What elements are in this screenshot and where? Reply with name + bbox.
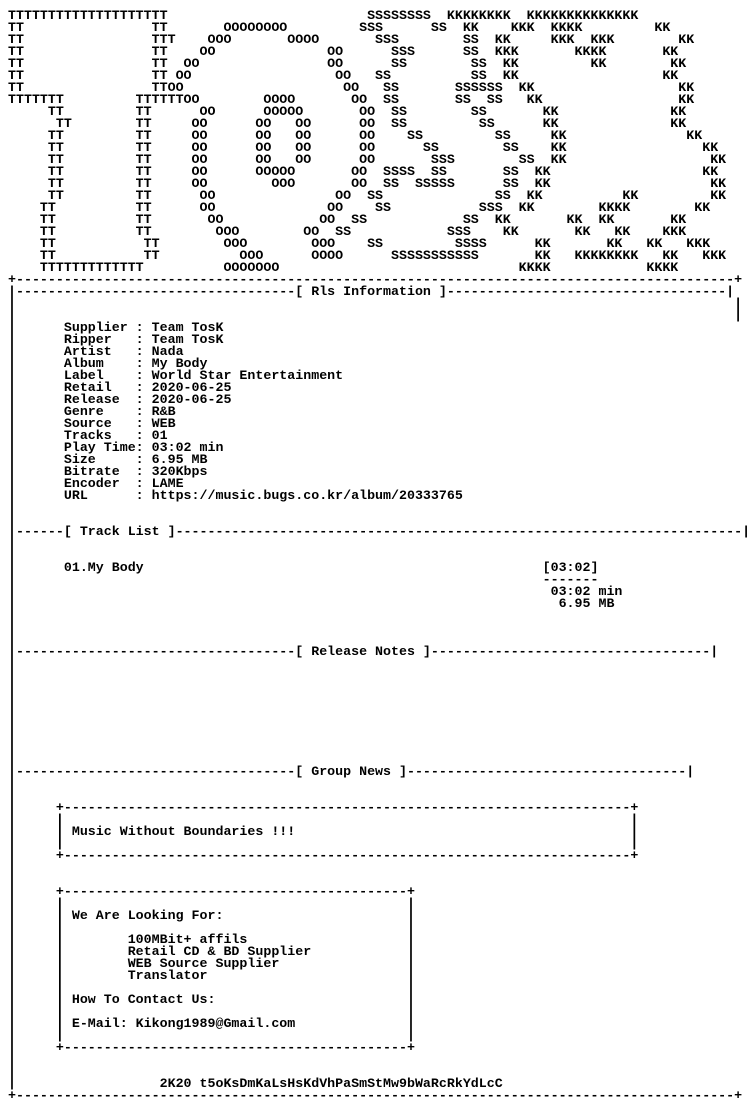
nfo-line: | <box>8 500 16 515</box>
nfo-line: TT TT OO OO SS SS KK KK KK <box>8 188 727 203</box>
nfo-line: | Ripper : Team TosK <box>8 332 224 347</box>
nfo-line: | <box>8 728 16 743</box>
nfo-line: | Source : WEB <box>8 416 176 431</box>
nfo-line: | Label : World Star Entertainment <box>8 368 344 383</box>
nfo-line: | <box>8 860 16 875</box>
nfo-line: | Size : 6.95 MB <box>8 452 208 467</box>
nfo-line: | URL : https://music.bugs.co.kr/album/20333765 <box>8 488 463 503</box>
nfo-line: | <box>8 704 16 719</box>
nfo-line: | | E-Mail: Kikong1989@Gmail.com | <box>8 1016 415 1031</box>
nfo-line: | <box>8 512 16 527</box>
nfo-line: | +-------------------------------------------+ <box>8 1040 415 1055</box>
nfo-line: TT TT OOOOOOOO SSS SS KK KKK KKKK KK <box>8 20 671 35</box>
nfo-line: TT TT OO OO SS SSS KK KKKK KK <box>8 200 711 215</box>
nfo-line: | | | <box>8 920 415 935</box>
nfo-line: TTTTTTTTTTTTT OOOOOOO KKKK KKKK <box>8 260 679 275</box>
nfo-line: |-----------------------------------[ Release Notes ]-----------------------------------| <box>8 644 719 659</box>
nfo-line: | | Translator | <box>8 968 415 983</box>
nfo-line: | <box>8 668 16 683</box>
nfo-line: +------------------------------------------------------------------------------------------+ <box>8 272 743 287</box>
nfo-line: |------[ Track List ]-----------------------------------------------------------------------| <box>8 524 750 539</box>
nfo-line: TT TT OO OOOOO OO SSSS SS SS KK KK <box>8 164 719 179</box>
nfo-line: TT TTT OOO OOOO SSS SS KK KKK KKK KK <box>8 32 695 47</box>
nfo-line: +------------------------------------------------------------------------------------------+ <box>8 1088 743 1103</box>
nfo-line: | <box>8 1064 16 1079</box>
nfo-line: | <box>8 872 16 887</box>
nfo-line: | | | <box>8 980 415 995</box>
nfo-line: | Retail : 2020-06-25 <box>8 380 232 395</box>
nfo-line: | Release : 2020-06-25 <box>8 392 232 407</box>
nfo-line: | | | <box>8 1028 415 1043</box>
nfo-line: TT TT OO OOO OO SS SSSSS SS KK KK <box>8 176 727 191</box>
nfo-line: | <box>8 680 16 695</box>
nfo-line: | <box>8 632 16 647</box>
nfo-line: TT TT OO OO SS SS KK KK <box>8 68 679 83</box>
nfo-line: | Artist : Nada <box>8 344 184 359</box>
nfo-line: | | | <box>8 812 639 827</box>
nfo-line: | Genre : R&B <box>8 404 176 419</box>
nfo-line: TT TT OO OO OO OO SSS SS KK KK <box>8 152 727 167</box>
nfo-line: | | | <box>8 1004 415 1019</box>
nfo-line: | Supplier : Team TosK <box>8 320 224 335</box>
nfo-line: | +-------------------------------------------+ <box>8 884 415 899</box>
nfo-line: TT TT OO OO SS SS KK KK KK <box>8 56 687 71</box>
nfo-line: TT TT OOO OOOO SSSSSSSSSSS KK KKKKKKKK KK KKK <box>8 248 727 263</box>
nfo-line: | <box>8 620 16 635</box>
nfo-line: | Tracks : 01 <box>8 428 168 443</box>
nfo-line: TT TT OO OO OO OO SS SS KK KK <box>8 140 719 155</box>
nfo-line: TT TT OO OO OO OO SS SS KK KK <box>8 116 687 131</box>
nfo-line: |-----------------------------------[ Group News ]-----------------------------------| <box>8 764 695 779</box>
nfo-line: | 03:02 min <box>8 584 623 599</box>
nfo-line: | <box>8 788 16 803</box>
nfo-line: TT TTOO OO SS SSSSSS KK KK <box>8 80 695 95</box>
nfo-line: | | Music Without Boundaries !!! | <box>8 824 639 839</box>
nfo-line: TT TT OO OO SSS SS KKK KKKK KK <box>8 44 679 59</box>
nfo-line: | ------- <box>8 572 599 587</box>
nfo-line: | 2K20 t5oKsDmKaLsHsKdVhPaSmStMw9bWaRcRkYdLcC <box>8 1076 503 1091</box>
nfo-line: TT TT OOO OOO SS SSSS KK KK KK KKK <box>8 236 711 251</box>
nfo-line: | | WEB Source Supplier | <box>8 956 415 971</box>
nfo-line: TT TT OOO OO SS SSS KK KK KK KKK <box>8 224 687 239</box>
nfo-line: | <box>8 752 16 767</box>
nfo-line: TT TT OO OO SS SS KK KK KK KK <box>8 212 687 227</box>
nfo-line: | Encoder : LAME <box>8 476 184 491</box>
nfo-line: | | <box>8 308 743 323</box>
nfo-line: | 6.95 MB <box>8 596 615 611</box>
nfo-line: | | Retail CD & BD Supplier | <box>8 944 415 959</box>
nfo-line: TT TT OO OO OO OO SS SS KK KK <box>8 128 703 143</box>
nfo-line: | +-----------------------------------------------------------------------+ <box>8 848 639 863</box>
nfo-line: | Bitrate : 320Kbps <box>8 464 208 479</box>
nfo-line: | | | <box>8 896 415 911</box>
nfo-line: | <box>8 608 16 623</box>
nfo-line: | 01.My Body [03:02] <box>8 560 599 575</box>
nfo-line: | | | <box>8 836 639 851</box>
nfo-line: | <box>8 740 16 755</box>
nfo-line: | <box>8 548 16 563</box>
nfo-line: | | We Are Looking For: | <box>8 908 415 923</box>
nfo-line: | Play Time: 03:02 min <box>8 440 224 455</box>
nfo-line: | | 100MBit+ affils | <box>8 932 415 947</box>
nfo-line: | <box>8 776 16 791</box>
nfo-line: |-----------------------------------[ Rls Information ]-----------------------------------| <box>8 284 735 299</box>
nfo-line: | <box>8 656 16 671</box>
nfo-line: | <box>8 716 16 731</box>
nfo-line: TTTTTTTTTTTTTTTTTTTT SSSSSSSS KKKKKKKK KKKKKKKKKKKKKK <box>8 8 639 23</box>
nfo-line: | | <box>8 296 743 311</box>
nfo-line: | +-----------------------------------------------------------------------+ <box>8 800 639 815</box>
nfo-line: | <box>8 536 16 551</box>
nfo-line: TTTTTTT TTTTTTOO OOOO OO SS SS SS KK KK <box>8 92 695 107</box>
nfo-line: | <box>8 692 16 707</box>
nfo-line: | Album : My Body <box>8 356 208 371</box>
nfo-text-block <box>8 10 750 1102</box>
nfo-line: | <box>8 1052 16 1067</box>
nfo-line: | | How To Contact Us: | <box>8 992 415 1007</box>
nfo-line: TT TT OO OOOOO OO SS SS KK KK <box>8 104 687 119</box>
